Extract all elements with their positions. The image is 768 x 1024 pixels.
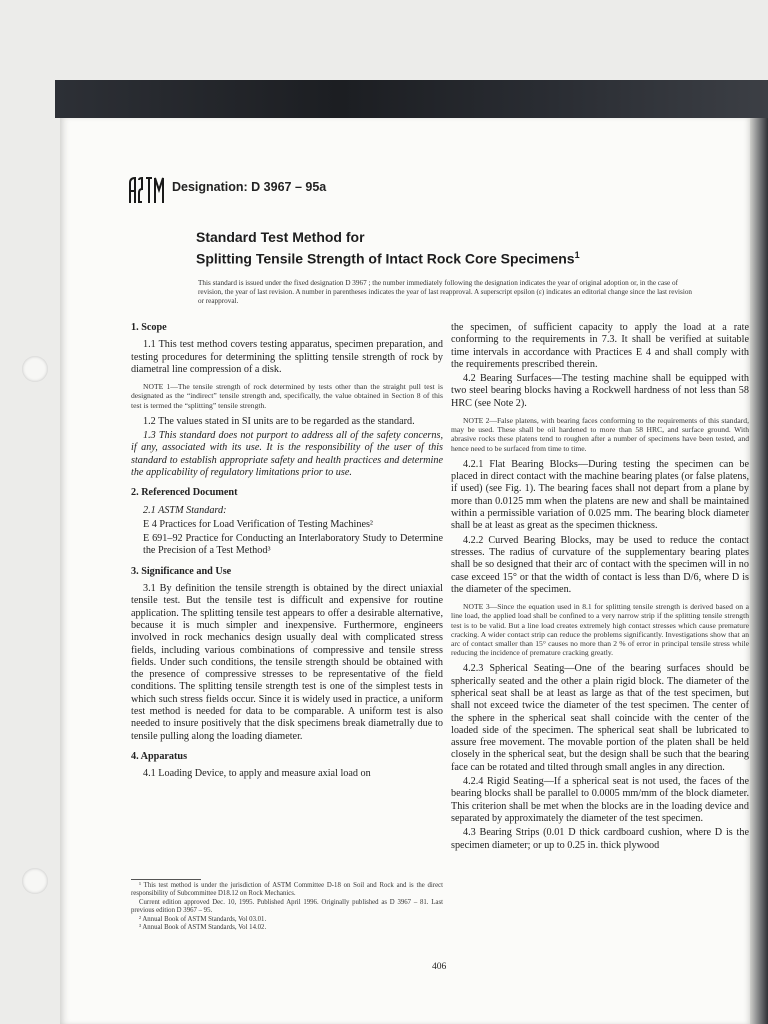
issuance-statement: This standard is issued under the fixed designation D 3967 ; the number immediately following the designation indicates the year of original adoption or, in the case of revision, the year of last revision. A number in parentheses indicates the year of last reapproval. A superscript epsilon (ε) indicates an editorial change since the last revision or reapproval. [198,279,693,305]
footnotes [131,882,443,932]
paragraph [131,430,443,479]
footnote: ² Annual Book of ASTM Standards, Vol 03.01. [139,915,267,923]
note: NOTE 3—Since the equation used in 8.1 for splitting tensile strength is derived based on a line load, the applied load shall be confined to a very narrow strip if the splitting tensile strength test is to be valid. But a line load creates extremely high contact stresses which cause premature cracking. A wider contact strip can reduce the problems significantly. Investigations show that an arc of contact smaller than 15° causes no more than 2 % of error in principal tensile stress while reducing the incidence of premature cracking greatly. [451,602,749,658]
paragraph: 4.2.2 Curved Bearing Blocks, may be used to reduce the contact stresses. The radius of curvature of the supplementary bearing plates shall be so designed that their arc of contact with the specimen will in no case exceed 15° or that the width of contact is less than D/6, where D is the diameter of the specimen. [451,534,749,595]
scan-right-edge [750,118,768,1024]
section-heading: 1. Scope [131,322,167,333]
paragraph: 4.2 Bearing Surfaces—The testing machine shall be equipped with two steel bearing blocks having a Rockwell hardness of not less than 58 HRC (see Note 2). [451,373,749,409]
title-main: Splitting Tensile Strength of Intact Rock Core Specimens [196,250,575,267]
footnote: ¹ This test method is under the jurisdiction of ASTM Committee D-18 on Soil and Rock and is the direct responsibility of Subcommittee D18.12 on Rock Mechanics. [131,882,443,898]
italic-text: 2.1 ASTM Standard: [143,504,227,516]
section-heading: 3. Significance and Use [131,565,232,577]
section-heading: 2. Referenced Document [131,487,238,499]
punch-hole [22,356,48,382]
reference-item: E 4 Practices for Load Verification of Testing Machines² [143,518,373,530]
footnote-rule [131,879,201,880]
footnote: ³ Annual Book of ASTM Standards, Vol 14.02. [139,924,267,932]
paragraph: 1.1 This test method covers testing apparatus, specimen preparation, and testing procedures for determining the splitting tensile strength of rock by diametral line compression of a disk. [131,339,443,375]
paragraph: 4.1 Loading Device, to apply and measure axial load on [143,768,371,780]
paragraph: 4.2.1 Flat Bearing Blocks—During testing the specimen can be placed in direct contact with the machine bearing plates (or false platens, if used) (see Fig. 1). The bearing faces shall not depart from a plane by more than 0.0125 mm when the platens are new and shall be maintained within a permissible variation of 0.025 mm. The bearing block diameter shall be at least as great as the specimen thickness. [451,458,749,532]
title-line-2 [196,246,716,268]
astm-logo-icon [126,175,168,205]
paragraph: 3.1 By definition the tensile strength is obtained by the direct uniaxial tensile test. But the tensile test is difficult and expensive for routine application. The splitting tensile test appears to offer a desirable alternative, because it is much simpler and inexpensive. Furthermore, engineers involved in rock mechanics design usually deal with complicated stress fields, including various combinations of compressive and tensile stress fields. Under such conditions, the tensile strength should be obtained with the presence of compressive stresses to be representative of the field conditions. The splitting tensile strength test is one of the simplest tests in which such stress fields occur. Since it is widely used in practice, a uniform test method is needed for data to be comparable. A uniform test is also needed to insure positively that the disk specimens break diametrally due to tensile pulling along the loading diameter. [131,583,443,742]
page-number: 406 [432,962,447,972]
paragraph: 4.3 Bearing Strips (0.01 D thick cardboard cushion, where D is the specimen diameter; or up to 0.25 in. thick plywood [451,827,749,851]
designation: Designation: D 3967 – 95a [172,180,327,194]
paragraph: 1.2 The values stated in SI units are to be regarded as the standard. [143,415,415,427]
paragraph: the specimen, of sufficient capacity to apply the load at a rate conforming to the requirements in 7.3. It shall be verified at suitable time intervals in accordance with Practices E 4 and shall comply with the requirements prescribed therein. [451,322,749,370]
footnote: Current edition approved Dec. 10, 1995. Published April 1996. Originally published as D 3967 – 81. Last previous edition D 3967 – 95. [131,898,443,915]
note: NOTE 1—The tensile strength of rock determined by tests other than the straight pull test is designated as the “indirect” tensile strength and, specifically, the value obtained in Section 8 of this test is termed the “splitting” tensile strength. [131,382,443,410]
reference-item: E 691–92 Practice for Conducting an Interlaboratory Study to Determine the Precision of a Test Method³ [143,533,443,557]
paragraph: 4.2.3 Spherical Seating—One of the bearing surfaces should be spherically seated and the other a plain rigid block. The diameter of the spherical seat shall be at least as large as that of the test specimen, but shall not exceed twice the diameter of the test specimen. The center of the sphere in the spherical seat shall coincide with the center of the loaded side of the specimen. The spherical seat shall be lubricated to assure free movement. The movable portion of the platen shall be held closely in the spherical seat, but the design shall be such that the bearing face can be rotated and tilted through small angles in any direction. [451,663,749,773]
scan-top-band [55,80,768,118]
title-footnote-mark: 1 [574,250,580,260]
section-heading: 4. Apparatus [131,750,188,762]
right-column [451,322,749,854]
title-line-1: Standard Test Method for [196,229,365,245]
document-title [196,228,716,268]
punch-hole [22,868,48,894]
left-column [131,322,443,783]
note: NOTE 2—False platens, with bearing faces conforming to the requirements of this standard, may be used. These shall be oil hardened to more than 58 HRC, and surface ground. With abrasive rocks these platens tend to roughen after a number of specimens have been tested, and hence need to be surfaced from time to time. [451,416,749,453]
italic-text: 1.3 This standard does not purport to address all of the safety concerns, if any, associated with its use. It is the responsibility of the user of this standard to establish appropriate safety and health practices and determine the applicability of regulatory limitations prior to use. [131,430,443,478]
paragraph: 4.2.4 Rigid Seating—If a spherical seat is not used, the faces of the bearing blocks shall be parallel to 0.0005 mm/mm of the block diameter. This criterion shall be met when the blocks are in the loading device and separated by approximately the diameter of the test specimen. [451,776,749,824]
paragraph [131,505,443,517]
